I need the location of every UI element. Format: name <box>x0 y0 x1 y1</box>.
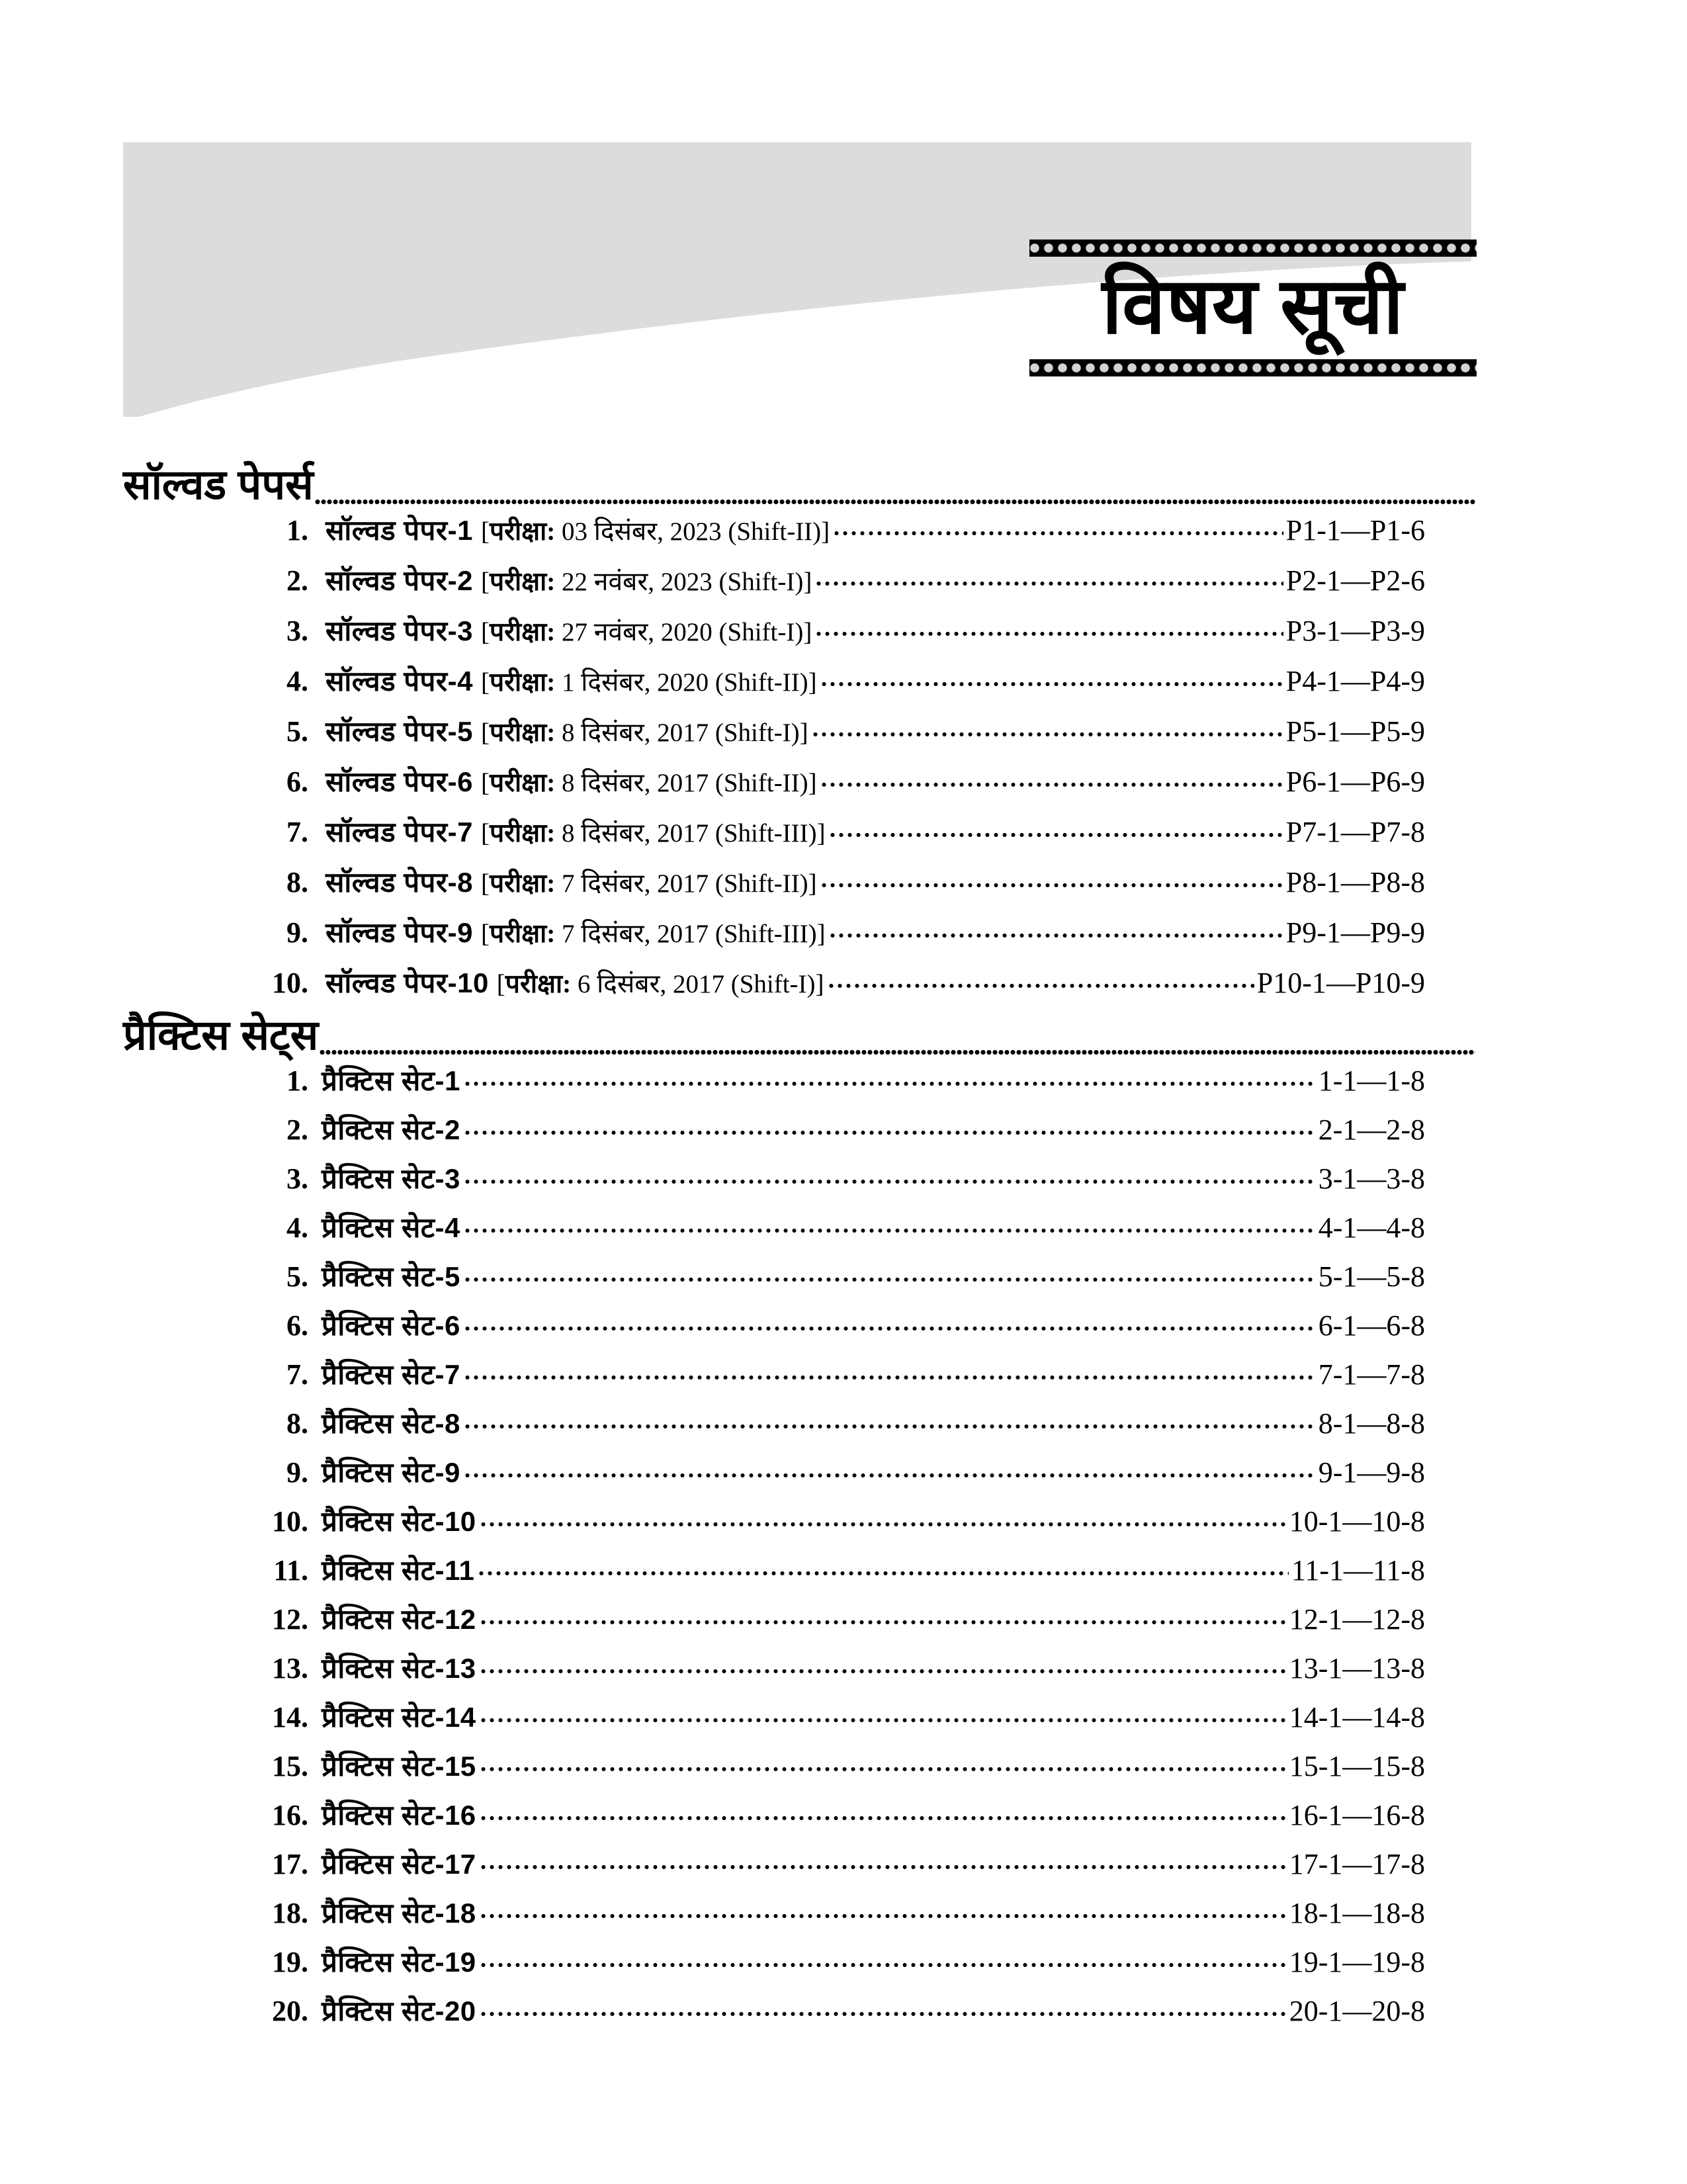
item-pages: 12-1—12-8 <box>1289 1603 1425 1636</box>
item-meta: [परीक्षा: 7 दिसंबर, 2017 (Shift-III)] <box>480 920 826 949</box>
leader-dots <box>826 917 1286 942</box>
item-title: प्रैक्टिस सेट-1 <box>322 1065 460 1097</box>
item-number: 13. <box>272 1652 308 1685</box>
item-title: प्रैक्टिस सेट-3 <box>322 1163 460 1195</box>
leader-dots <box>460 1163 1319 1188</box>
list-item[interactable] <box>251 1551 1425 1600</box>
item-pages: 1-1—1-8 <box>1318 1065 1425 1098</box>
item-title: प्रैक्टिस सेट-16 <box>322 1800 476 1831</box>
item-number: 6. <box>286 765 308 799</box>
leader-dots <box>824 967 1257 992</box>
item-number: 4. <box>286 665 308 698</box>
item-meta-label: परीक्षा: <box>489 517 556 546</box>
section-heading-label: प्रैक्टिस सेट्स <box>123 1012 319 1059</box>
item-number: 10. <box>272 967 308 1000</box>
item-meta: [परीक्षा: 6 दिसंबर, 2017 (Shift-I)] <box>496 970 824 999</box>
item-title: सॉल्वड पेपर-6 <box>325 766 473 798</box>
item-number: 7. <box>286 1358 308 1391</box>
item-title: प्रैक्टिस सेट-7 <box>322 1359 460 1391</box>
item-title: सॉल्वड पेपर-1 <box>325 515 473 546</box>
list-item[interactable] <box>251 1159 1425 1208</box>
title-top-rule <box>1029 240 1477 257</box>
item-number: 3. <box>286 615 308 648</box>
item-number: 8. <box>286 1407 308 1440</box>
leader-dots <box>476 1800 1289 1825</box>
list-item[interactable] <box>251 1698 1425 1747</box>
item-pages: P3-1—P3-9 <box>1285 615 1425 648</box>
item-pages: 4-1—4-8 <box>1318 1211 1425 1245</box>
item-meta: [परीक्षा: 7 दिसंबर, 2017 (Shift-II)] <box>480 869 817 898</box>
item-pages: 10-1—10-8 <box>1289 1505 1425 1538</box>
list-item[interactable] <box>251 1404 1425 1453</box>
leader-dots <box>476 1506 1289 1531</box>
leader-dots <box>830 515 1286 540</box>
section-solved-papers <box>0 463 1687 1014</box>
item-pages: P8-1—P8-8 <box>1285 866 1425 899</box>
item-pages: P10-1—P10-9 <box>1256 967 1425 1000</box>
item-meta: [परीक्षा: 1 दिसंबर, 2020 (Shift-II)] <box>480 668 817 697</box>
item-pages: 2-1—2-8 <box>1318 1114 1425 1147</box>
item-meta-label: परीक्षा: <box>489 568 556 597</box>
item-pages: 18-1—18-8 <box>1289 1897 1425 1930</box>
item-number: 17. <box>272 1848 308 1881</box>
item-title: प्रैक्टिस सेट-19 <box>322 1946 476 1978</box>
item-pages: P7-1—P7-8 <box>1285 816 1425 849</box>
leader-dots <box>460 1310 1319 1335</box>
list-item[interactable] <box>251 1453 1425 1502</box>
item-meta: [परीक्षा: 22 नवंबर, 2023 (Shift-I)] <box>480 568 812 597</box>
leader-dots <box>812 565 1285 590</box>
item-title: प्रैक्टिस सेट-5 <box>322 1261 460 1293</box>
leader-dots <box>817 666 1286 691</box>
item-title: प्रैक्टिस सेट-18 <box>322 1898 476 1929</box>
item-title: सॉल्वड पेपर-7 <box>325 816 473 848</box>
leader-dots <box>460 1212 1319 1237</box>
item-number: 8. <box>286 866 308 899</box>
item-number: 18. <box>272 1897 308 1930</box>
item-title: प्रैक्टिस सेट-10 <box>322 1506 476 1538</box>
item-pages: 19-1—19-8 <box>1289 1946 1425 1979</box>
section-heading-solved-papers <box>123 463 1475 508</box>
item-pages: 20-1—20-8 <box>1289 1995 1425 2028</box>
list-item[interactable] <box>251 1796 1425 1845</box>
list-item[interactable] <box>251 1257 1425 1306</box>
item-pages: 9-1—9-8 <box>1318 1456 1425 1489</box>
item-title: प्रैक्टिस सेट-2 <box>322 1114 460 1146</box>
item-number: 16. <box>272 1799 308 1832</box>
item-pages: P2-1—P2-6 <box>1285 564 1425 597</box>
item-title: प्रैक्टिस सेट-13 <box>322 1653 476 1684</box>
item-number: 15. <box>272 1750 308 1783</box>
solved-papers-list <box>0 511 1687 1014</box>
leader-dots <box>817 867 1286 892</box>
item-number: 14. <box>272 1701 308 1734</box>
item-meta-value: 8 दिसंबर, 2017 (Shift-II) <box>555 769 808 798</box>
list-item[interactable] <box>251 1306 1425 1355</box>
item-title: सॉल्वड पेपर-3 <box>325 615 473 647</box>
item-title: सॉल्वड पेपर-4 <box>325 666 473 697</box>
list-item[interactable] <box>251 1649 1425 1698</box>
leader-dots <box>826 816 1286 842</box>
list-item[interactable] <box>251 1502 1425 1551</box>
item-meta-value: 22 नवंबर, 2023 (Shift-I) <box>555 568 804 597</box>
item-number: 5. <box>286 1260 308 1293</box>
list-item[interactable] <box>251 561 1425 611</box>
list-item[interactable] <box>251 1894 1425 1943</box>
item-number: 6. <box>286 1309 308 1342</box>
leader-dots <box>460 1261 1319 1286</box>
item-meta-value: 7 दिसंबर, 2017 (Shift-III) <box>555 920 817 949</box>
item-meta-value: 8 दिसंबर, 2017 (Shift-III) <box>555 819 817 848</box>
item-number: 9. <box>286 1456 308 1489</box>
item-pages: 8-1—8-8 <box>1318 1407 1425 1440</box>
item-number: 3. <box>286 1162 308 1196</box>
list-item[interactable] <box>251 511 1425 561</box>
item-meta-label: परीक्षा: <box>489 719 556 748</box>
item-pages: P6-1—P6-9 <box>1285 765 1425 799</box>
item-pages: 6-1—6-8 <box>1318 1309 1425 1342</box>
list-item[interactable] <box>251 1991 1425 2040</box>
section-practice-sets <box>0 1014 1687 2040</box>
item-meta-label: परीक्षा: <box>489 618 556 647</box>
item-number: 1. <box>286 1065 308 1098</box>
list-item[interactable] <box>251 712 1425 762</box>
item-pages: 15-1—15-8 <box>1289 1750 1425 1783</box>
item-pages: P9-1—P9-9 <box>1285 916 1425 949</box>
item-number: 11. <box>273 1554 308 1587</box>
item-title: प्रैक्टिस सेट-12 <box>322 1604 476 1636</box>
list-item[interactable] <box>251 812 1425 863</box>
section-heading-practice-sets <box>123 1014 1475 1059</box>
leader-dots <box>808 716 1286 741</box>
leader-dots <box>476 1946 1289 1972</box>
item-meta: [परीक्षा: 8 दिसंबर, 2017 (Shift-I)] <box>480 719 808 748</box>
item-meta: [परीक्षा: 03 दिसंबर, 2023 (Shift-II)] <box>480 517 830 546</box>
page-title: विषय सूची <box>1102 263 1405 350</box>
leader-dots <box>476 1653 1289 1678</box>
list-item[interactable] <box>251 762 1425 812</box>
item-number: 7. <box>286 816 308 849</box>
leader-dots <box>476 1849 1289 1874</box>
list-item[interactable] <box>251 913 1425 963</box>
item-number: 10. <box>272 1505 308 1538</box>
list-item[interactable] <box>251 863 1425 913</box>
list-item[interactable] <box>251 1110 1425 1159</box>
list-item[interactable] <box>251 662 1425 712</box>
item-title: सॉल्वड पेपर-10 <box>325 967 489 999</box>
item-title: प्रैक्टिस सेट-15 <box>322 1751 476 1782</box>
list-item[interactable] <box>251 1600 1425 1649</box>
item-meta-value: 03 दिसंबर, 2023 (Shift-II) <box>555 517 822 546</box>
item-number: 19. <box>272 1946 308 1979</box>
item-number: 4. <box>286 1211 308 1245</box>
item-title: प्रैक्टिस सेट-17 <box>322 1849 476 1880</box>
item-pages: 11-1—11-8 <box>1291 1554 1425 1587</box>
item-title: सॉल्वड पेपर-5 <box>325 716 473 748</box>
list-item[interactable] <box>251 1943 1425 1991</box>
item-pages: P1-1—P1-6 <box>1285 514 1425 547</box>
item-title: प्रैक्टिस सेट-8 <box>322 1408 460 1440</box>
item-pages: 16-1—16-8 <box>1289 1799 1425 1832</box>
item-number: 2. <box>286 1114 308 1147</box>
leader-dots <box>476 1751 1289 1776</box>
list-item[interactable] <box>251 1845 1425 1894</box>
item-title: प्रैक्टिस सेट-20 <box>322 1995 476 2027</box>
leader-dots <box>460 1408 1319 1433</box>
item-meta-label: परीक्षा: <box>489 819 556 848</box>
list-item[interactable] <box>251 1208 1425 1257</box>
leader-dots <box>476 1995 1289 2021</box>
item-title: प्रैक्टिस सेट-6 <box>322 1310 460 1342</box>
item-meta-label: परीक्षा: <box>489 769 556 798</box>
item-title: प्रैक्टिस सेट-14 <box>322 1702 476 1733</box>
toc-content <box>0 463 1687 2040</box>
item-title: प्रैक्टिस सेट-9 <box>322 1457 460 1489</box>
item-meta-label: परीक्षा: <box>489 920 556 949</box>
item-number: 5. <box>286 715 308 748</box>
item-title: सॉल्वड पेपर-8 <box>325 867 473 898</box>
item-title: प्रैक्टिस सेट-11 <box>322 1555 475 1587</box>
leader-dots <box>476 1604 1289 1629</box>
item-meta-value: 27 नवंबर, 2020 (Shift-I) <box>555 618 804 647</box>
item-title: सॉल्वड पेपर-9 <box>325 917 473 949</box>
item-pages: 5-1—5-8 <box>1318 1260 1425 1293</box>
item-meta: [परीक्षा: 27 नवंबर, 2020 (Shift-I)] <box>480 618 812 647</box>
item-meta-value: 6 दिसंबर, 2017 (Shift-I) <box>571 970 816 999</box>
item-meta-value: 8 दिसंबर, 2017 (Shift-I) <box>555 719 800 748</box>
item-title: प्रैक्टिस सेट-4 <box>322 1212 460 1244</box>
item-meta-label: परीक्षा: <box>489 668 556 697</box>
item-pages: P5-1—P5-9 <box>1285 715 1425 748</box>
item-number: 2. <box>286 564 308 597</box>
list-item[interactable] <box>251 963 1425 1014</box>
item-meta-value: 1 दिसंबर, 2020 (Shift-II) <box>555 668 808 697</box>
leader-dots <box>812 615 1285 640</box>
item-meta-label: परीक्षा: <box>489 869 556 898</box>
leader-dots <box>476 1898 1289 1923</box>
item-meta: [परीक्षा: 8 दिसंबर, 2017 (Shift-III)] <box>480 819 826 848</box>
leader-dots <box>460 1457 1319 1482</box>
leader-dots <box>817 766 1286 791</box>
title-bottom-rule <box>1029 359 1477 376</box>
item-number: 12. <box>272 1603 308 1636</box>
leader-dots <box>460 1065 1319 1090</box>
leader-dots <box>474 1555 1291 1580</box>
item-number: 9. <box>286 916 308 949</box>
section-heading-leader <box>315 490 1475 508</box>
item-pages: 7-1—7-8 <box>1318 1358 1425 1391</box>
item-pages: 17-1—17-8 <box>1289 1848 1425 1881</box>
item-title: सॉल्वड पेपर-2 <box>325 565 473 597</box>
leader-dots <box>476 1702 1289 1727</box>
section-heading-label: सॉल्वड पेपर्स <box>123 462 314 508</box>
item-meta: [परीक्षा: 8 दिसंबर, 2017 (Shift-II)] <box>480 769 817 798</box>
item-pages: 14-1—14-8 <box>1289 1701 1425 1734</box>
leader-dots <box>460 1114 1319 1139</box>
item-number: 1. <box>286 514 308 547</box>
item-meta-label: परीक्षा: <box>505 970 572 999</box>
item-pages: P4-1—P4-9 <box>1285 665 1425 698</box>
item-meta-value: 7 दिसंबर, 2017 (Shift-II) <box>555 869 808 898</box>
leader-dots <box>460 1359 1319 1384</box>
page-title-block <box>1029 240 1477 376</box>
item-pages: 3-1—3-8 <box>1318 1162 1425 1196</box>
list-item[interactable] <box>251 1061 1425 1110</box>
list-item[interactable] <box>251 1747 1425 1796</box>
item-number: 20. <box>272 1995 308 2028</box>
section-heading-leader <box>320 1040 1475 1059</box>
list-item[interactable] <box>251 1355 1425 1404</box>
practice-sets-list <box>0 1061 1687 2040</box>
list-item[interactable] <box>251 611 1425 662</box>
item-pages: 13-1—13-8 <box>1289 1652 1425 1685</box>
